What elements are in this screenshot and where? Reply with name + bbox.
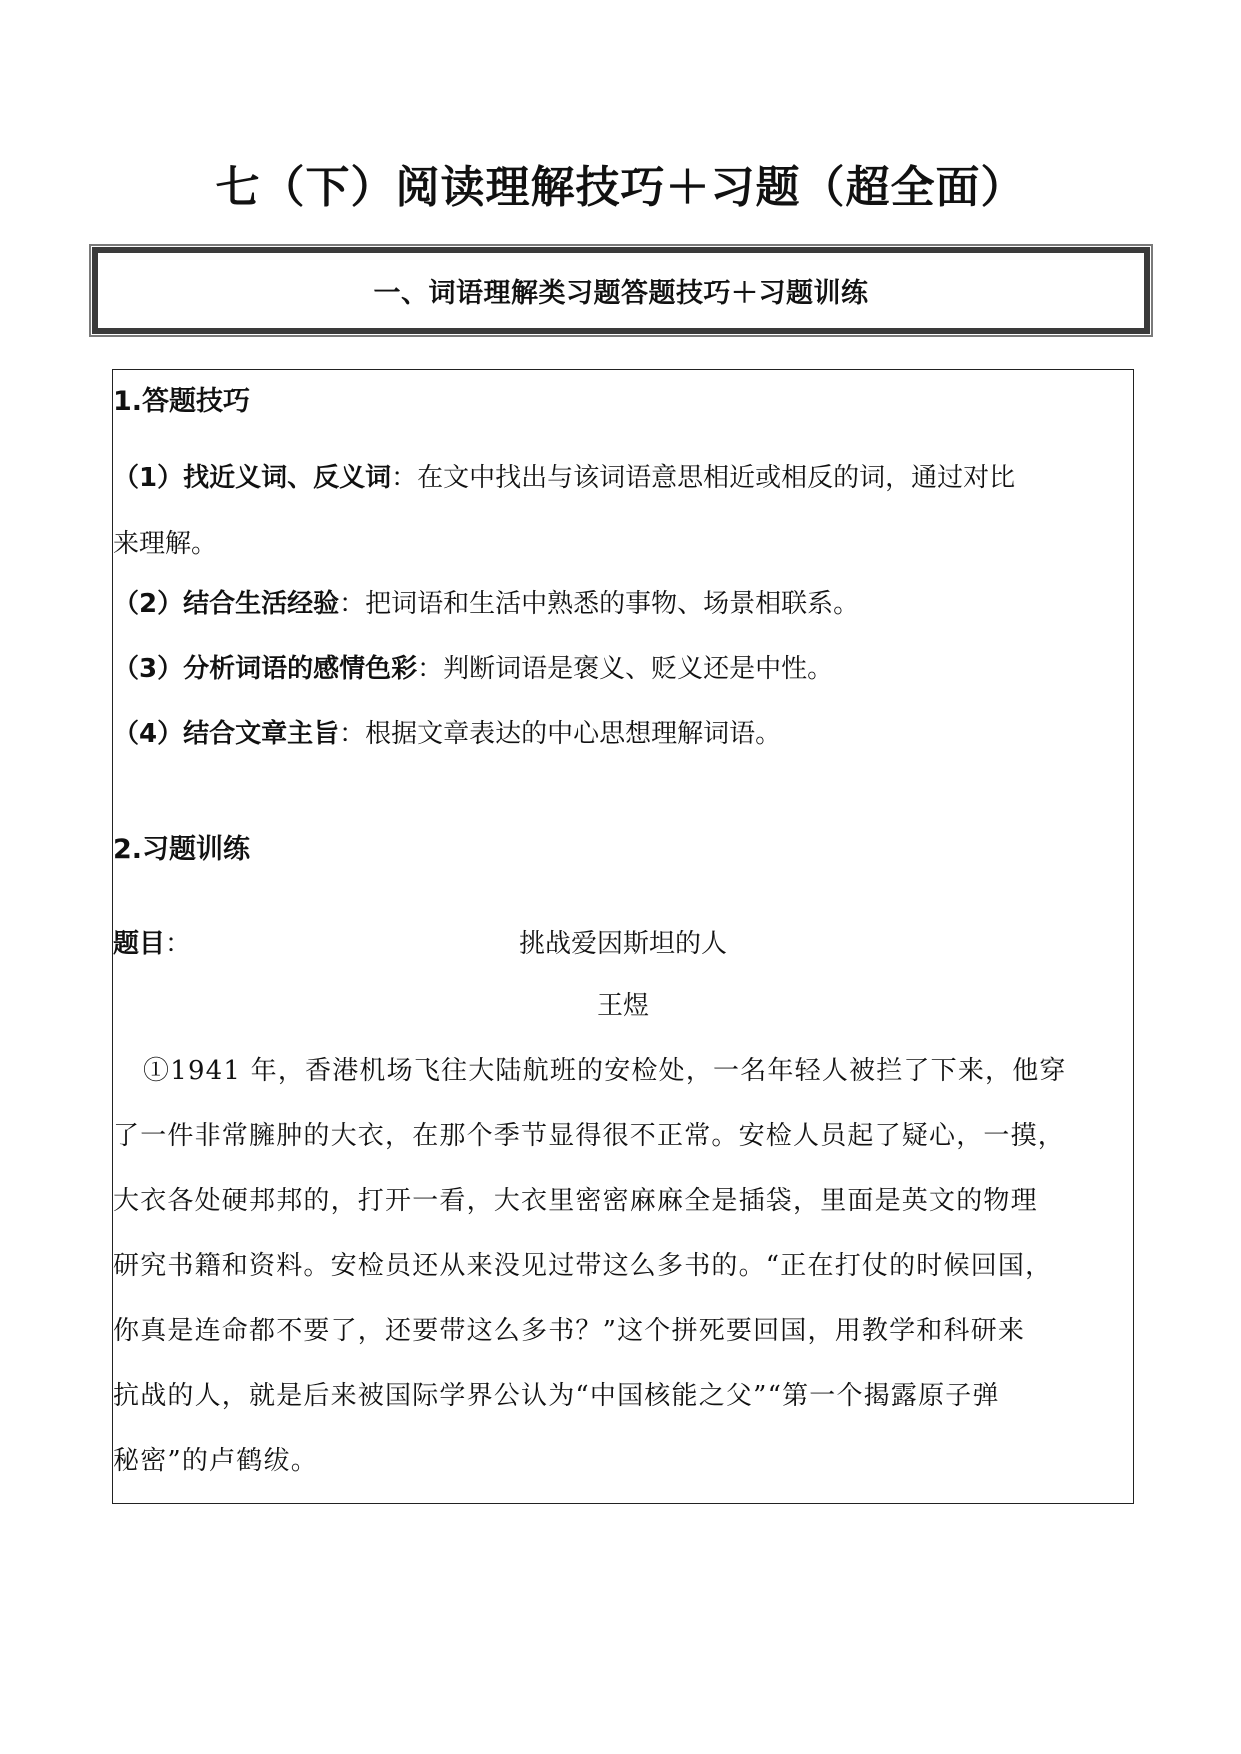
tip-1-text: ：在文中找出与该词语意思相近或相反的词，通过对比 [391,463,1016,493]
tip-2 [113,586,859,622]
section-banner [92,247,1150,334]
tip-4 [113,716,781,752]
tip-1 [113,460,1015,496]
tip-1-continued [113,526,217,562]
passage-line: 研究书籍和资料。安检员还从来没见过带这么多书的。“正在打仗的时候回国， [113,1251,1053,1281]
passage-line: 你真是连命都不要了，还要带这么多书？”这个拼死要回国，用教学和科研来 [113,1316,1026,1346]
tip-2-label: （2）结合生活经验 [113,589,340,619]
tip-2-text: ：把词语和生活中熟悉的事物、场景相联系。 [339,589,860,619]
tip-3-label: （3）分析词语的感情色彩 [113,654,418,684]
tips-heading: 1.答题技巧 [113,386,251,417]
tip-4-label: （4）结合文章主旨 [113,719,340,749]
passage-line: ①1941 年，香港机场飞往大陆航班的安检处，一名年轻人被拦了下来，他穿 [143,1056,1067,1086]
exercise-heading: 2.习题训练 [113,834,251,865]
passage-line: 秘密”的卢鹤绂。 [113,1446,318,1476]
question-label: 题目 [113,929,166,959]
tip-1-text-continued: 来理解。 [113,529,218,559]
tip-1-label: （1）找近义词、反义词 [113,463,392,493]
passage-line: 抗战的人，就是后来被国际学界公认为“中国核能之父”“第一个揭露原子弹 [113,1381,1000,1411]
question-colon: ： [165,929,192,959]
tip-4-text: ：根据文章表达的中心思想理解词语。 [339,719,782,749]
article-author: 王煜 [596,991,649,1021]
tip-3 [113,651,833,687]
content-box [112,369,1134,1504]
tip-3-text: ：判断词语是褒义、贬义还是中性。 [417,654,834,684]
page-title: 七（下）阅读理解技巧＋习题（超全面） [215,162,1026,213]
article-title: 挑战爱因斯坦的人 [518,929,727,959]
passage-line: 大衣各处硬邦邦的，打开一看，大衣里密密麻麻全是插袋，里面是英文的物理 [113,1186,1038,1216]
passage-line: 了一件非常臃肿的大衣，在那个季节显得很不正常。安检人员起了疑心，一摸， [113,1121,1066,1151]
section-banner-title: 一、词语理解类习题答题技巧＋习题训练 [373,278,869,309]
